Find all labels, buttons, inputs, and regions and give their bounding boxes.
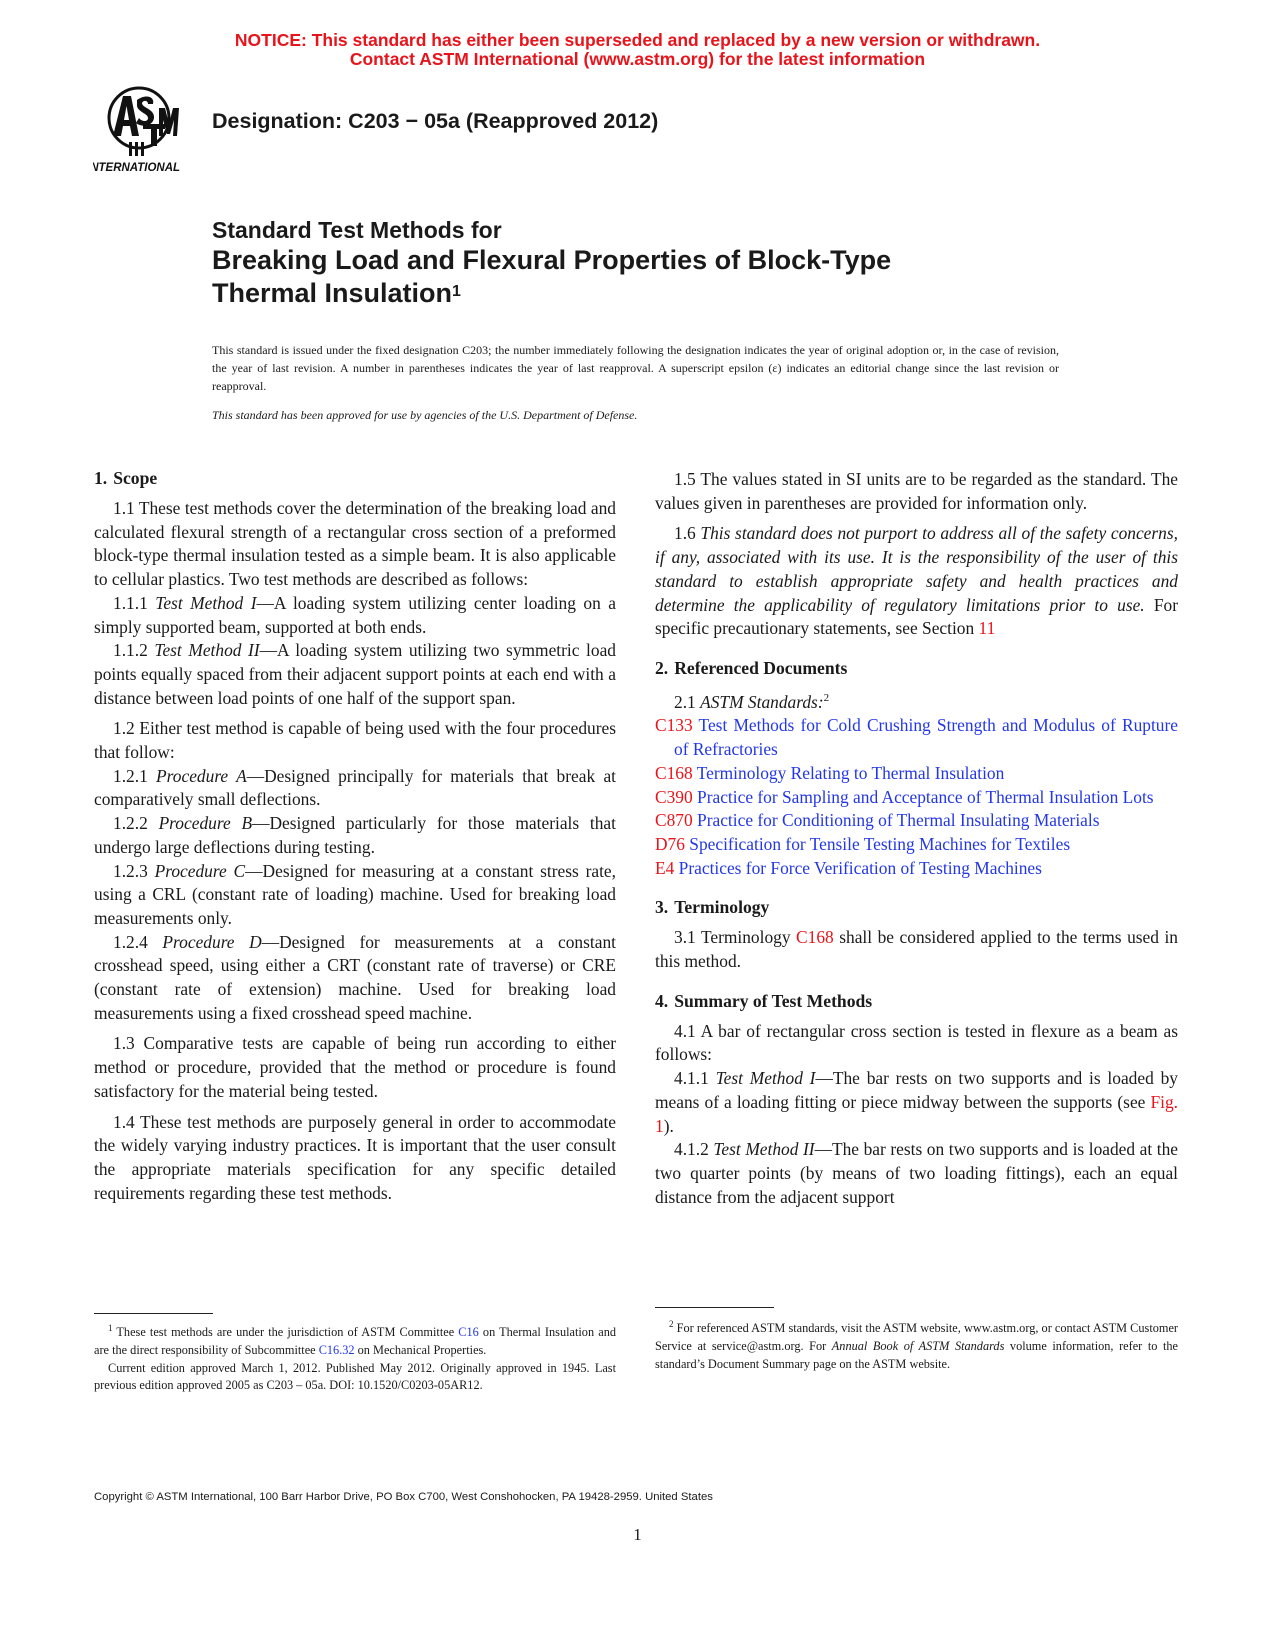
standard-title-link[interactable]: Practice for Sampling and Acceptance of Thermal Insulation Lots [692, 786, 1154, 807]
para-1-2-3: 1.2.3 Procedure C—Designed for measuring at a constant stress rate, using a CRL (constant rate of loading) machine. Used for breaking load measurements only. [94, 860, 616, 928]
referenced-standard-item[interactable] [655, 786, 1178, 810]
section-heading-refdocs: 2. Referenced Documents [655, 657, 848, 678]
para-1-1-1: 1.1.1 Test Method I—A loading system utilizing center loading on a simply supported beam, supported at both ends. [94, 592, 616, 637]
astm-logo-icon [93, 84, 201, 174]
standard-title-link[interactable]: Test Methods for Cold Crushing Strength and Modulus of Rupture of Refractories [674, 715, 1178, 760]
standard-title-link[interactable]: Practice for Conditioning of Thermal Insulating Materials [692, 810, 1100, 831]
referenced-standard-item[interactable] [655, 714, 1178, 761]
edition-note: Current edition approved March 1, 2012. Published May 2012. Originally approved in 1945. Last previous edition approved 2005 as C203 – 05a. DOI: 10.1520/C0203-05AR12. [94, 1360, 616, 1393]
issued-note: This standard is issued under the fixed designation C203; the number immediately following the designation indicates the year of original adoption or, in the case of revision, the year of last revision. A number in parentheses indicates the year of last reapproval. A superscript epsilon (ε) indicates an editorial change since the last revision or reapproval. [212, 343, 1059, 394]
para-1-2-4: 1.2.4 Procedure D—Designed for measurements at a constant crosshead speed, using either a CRT (constant rate of traverse) or CRE (constant rate of extension) machine. Used for breaking load measurements using a fixed crosshead speed machine. [94, 931, 616, 1023]
para-1-1: 1.1 These test methods cover the determination of the breaking load and calculated flexural strength of a rectangular cross section of a preformed block-type thermal insulation tested as a simple beam. It is also applicable to cellular plastics. Two test methods are described as follows: [94, 498, 616, 590]
para-1-2-1: 1.2.1 Procedure A—Designed principally for materials that break at comparatively small deflections. [94, 765, 616, 810]
notice-line-2: Contact ASTM International (www.astm.org) for the latest information [349, 49, 926, 69]
notice-line-1: NOTICE: This standard has either been superseded and replaced by a new version or withdrawn. [234, 30, 1041, 50]
supersede-notice [0, 31, 1275, 69]
fig-1-link[interactable]: Fig. 1 [655, 1091, 1178, 1136]
footnote-1: $^1$ These test methods are under the jurisdiction of ASTM Committee C16 on Thermal Insulation and are the direct responsibility of Subcommittee C16.32 on Mechanical Properties. Current edition approved March 1, 2012. Published May 2012. Originally approved in 1945. Last previous edition approved 2005 as C203 – 05a. DOI: 10.1520/C0203-05AR12. [94, 1320, 616, 1395]
document-title [212, 216, 1012, 310]
para-3-1: 3.1 Terminology C168 shall be considered applied to the terms used in this method. [655, 927, 1178, 972]
standard-title-link[interactable]: Practices for Force Verification of Testing Machines [674, 857, 1042, 878]
footnote-2: $^2$ For referenced ASTM standards, visit the ASTM website, www.astm.org, or contact ASTM Customer Service at service@astm.org. For Annual Book of ASTM Standards volume information, refer to the standard’s Document Summary page on the ASTM website. [655, 1319, 1178, 1371]
footnote-rule-right [655, 1307, 774, 1308]
standard-code-link[interactable]: D76 [655, 833, 685, 854]
designation: Designation: C203 − 05a (Reapproved 2012) [212, 109, 659, 133]
page-number: 1 [633, 1525, 642, 1544]
referenced-standard-item[interactable] [655, 857, 1178, 881]
section-heading-summary: 4. Summary of Test Methods [655, 990, 873, 1011]
para-2-1: 2.1 ASTM Standards:$^2$ [674, 691, 830, 712]
dod-note: This standard has been approved for use by agencies of the U.S. Department of Defense. [212, 408, 638, 422]
logo-text: INTERNATIONAL [93, 162, 181, 174]
para-4-1-1: 4.1.1 Test Method I—The bar rests on two supports and is loaded by means of a loading fitting or piece midway between the supports (see Fig. 1). [655, 1068, 1178, 1136]
section-heading-terminology: 3. Terminology [655, 897, 770, 918]
para-1-2-2: 1.2.2 Procedure B—Designed particularly for those materials that undergo large deflections during testing. [94, 813, 616, 857]
para-1-6: 1.6 This standard does not purport to address all of the safety concerns, if any, associated with its use. It is the responsibility of the user of this standard to establish appropriate safety and health practices and determine the applicability of regulatory limitations prior to use. For specific precautionary statements, see Section 11 [655, 523, 1178, 639]
standard-title-link[interactable]: Specification for Tensile Testing Machines for Textiles [684, 833, 1071, 854]
section-11-link[interactable]: 11 [978, 618, 996, 639]
standard-code-link[interactable]: C168 [655, 762, 693, 783]
referenced-standards-list [655, 714, 1178, 880]
c168-link[interactable]: C168 [796, 927, 834, 948]
para-1-4: 1.4 These test methods are purposely general in order to accommodate the widely varying industry practices. It is important that the user consult the appropriate materials specification for any specific detailed requirements regarding these test methods. [94, 1111, 616, 1203]
title-sub: Standard Test Methods for [212, 217, 502, 243]
referenced-standard-item[interactable] [655, 762, 1178, 786]
title-footnote-ref[interactable]: 1 [452, 283, 461, 300]
footnote-1-marker: 1 [108, 1323, 113, 1333]
standard-code-link[interactable]: E4 [655, 857, 675, 878]
standard-title-link[interactable]: Terminology Relating to Thermal Insulation [692, 762, 1005, 783]
referenced-standard-item[interactable] [655, 833, 1178, 857]
para-1-2: 1.2 Either test method is capable of being used with the four procedures that follow: [94, 718, 616, 763]
para-1-3: 1.3 Comparative tests are capable of being run according to either method or procedure, provided that the method or procedure is found satisfactory for the material being tested. [94, 1033, 616, 1101]
copyright-line: Copyright © ASTM International, 100 Barr Harbor Drive, PO Box C700, West Conshohocken, PA 19428-2959. United States [94, 1491, 713, 1503]
footnote-2-marker: 2 [669, 1319, 674, 1329]
subcommittee-link[interactable]: C16.32 [318, 1342, 355, 1357]
referenced-standard-item[interactable] [655, 809, 1178, 833]
footnote-rule-left [94, 1313, 213, 1314]
title-line-1: Breaking Load and Flexural Properties of Block-Type [212, 245, 892, 275]
para-4-1-2: 4.1.2 Test Method II—The bar rests on two supports and is loaded at the two quarter points (by means of two loading fittings), each an equal distance from the adjacent support [655, 1139, 1179, 1207]
para-1-5: 1.5 The values stated in SI units are to be regarded as the standard. The values given in parentheses are provided for information only. [655, 469, 1178, 513]
committee-link[interactable]: C16 [458, 1325, 479, 1340]
para-1-1-2: 1.1.2 Test Method II—A loading system utilizing two symmetric load points equally spaced from their adjacent support points at each end with a distance between load points of one half of the support span. [94, 640, 616, 708]
standard-code-link[interactable]: C870 [655, 810, 693, 831]
title-line-2: Thermal Insulation [212, 278, 453, 308]
right-column [655, 468, 1178, 1209]
standard-code-link[interactable]: C390 [655, 786, 693, 807]
standard-code-link[interactable]: C133 [655, 715, 693, 736]
left-column [94, 467, 616, 1205]
section-heading-scope: 1. Scope [94, 468, 158, 488]
para-4-1: 4.1 A bar of rectangular cross section is tested in flexure as a beam as follows: [655, 1020, 1178, 1065]
